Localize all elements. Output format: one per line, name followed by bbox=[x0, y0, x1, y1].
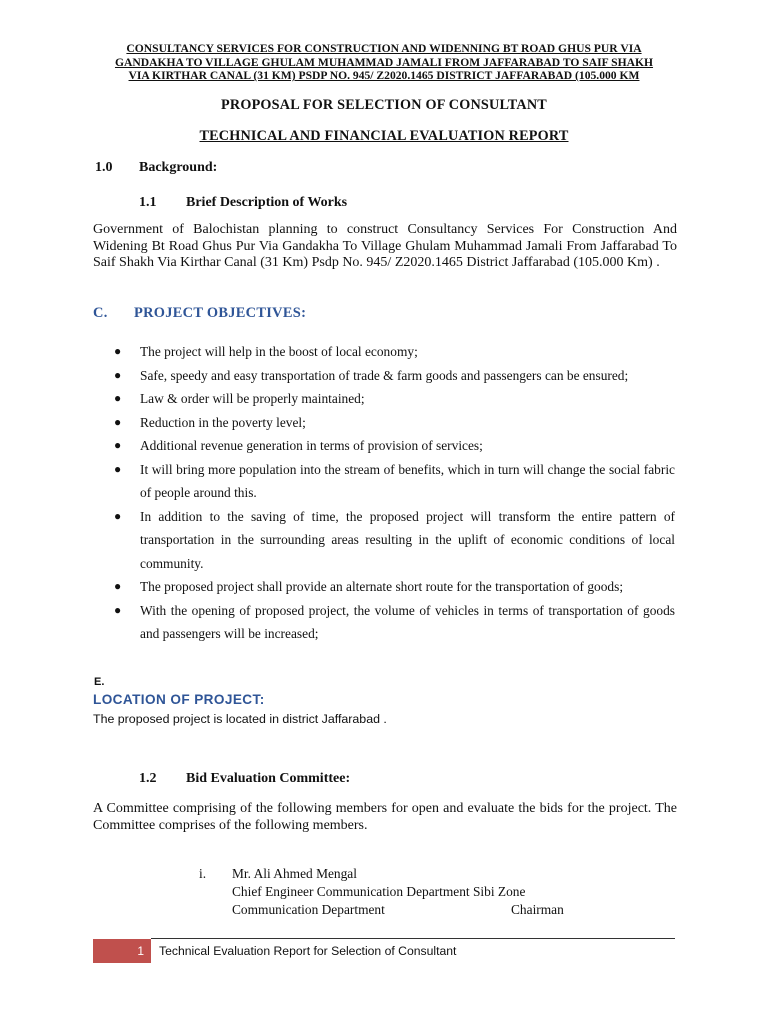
member-title: Chief Engineer Communication Department Sibi Zone bbox=[232, 884, 526, 899]
list-item-text: With the opening of proposed project, the volume of vehicles in terms of transportation of goods and passengers will be increased; bbox=[140, 602, 675, 641]
header-title-line: VIA KIRTHAR CANAL (31 KM) PSDP NO. 945/ Z2020.1465 DISTRICT JAFFARABAD (105.000 KM bbox=[128, 69, 640, 82]
footer-rule bbox=[151, 938, 675, 939]
footer-text: Technical Evaluation Report for Selection of Consultant bbox=[159, 944, 457, 958]
objectives-list bbox=[95, 340, 675, 646]
member-department: Communication Department bbox=[232, 902, 385, 917]
section-number: 1.0 bbox=[95, 160, 113, 175]
bullet-icon: ● bbox=[114, 508, 122, 523]
location-heading: LOCATION OF PROJECT: bbox=[93, 692, 265, 707]
bullet-icon: ● bbox=[114, 461, 122, 476]
committee-paragraph: A Committee comprising of the following members for open and evaluate the bids for the project. The Committee comprises of the following members. bbox=[93, 801, 677, 833]
bullet-icon: ● bbox=[114, 602, 122, 617]
list-item-text: The proposed project shall provide an alternate short route for the transportation of goods; bbox=[140, 579, 624, 594]
member-name: Mr. Ali Ahmed Mengal bbox=[232, 866, 357, 881]
objectives-heading: PROJECT OBJECTIVES: bbox=[134, 305, 307, 321]
member-numeral: i. bbox=[199, 866, 207, 881]
objectives-letter: C. bbox=[93, 305, 108, 321]
bullet-icon: ● bbox=[114, 414, 122, 429]
bullet-icon: ● bbox=[114, 344, 122, 358]
list-item bbox=[95, 364, 675, 388]
bullet-icon: ● bbox=[114, 438, 122, 452]
member-role: Chairman bbox=[511, 902, 564, 917]
list-item-text: Reduction in the poverty level; bbox=[140, 414, 306, 430]
list-item bbox=[95, 505, 675, 576]
report-heading: TECHNICAL AND FINANCIAL EVALUATION REPORT bbox=[199, 128, 569, 144]
list-item-text: It will bring more population into the stream of benefits, which in turn will change the social fabric of people around this. bbox=[140, 461, 675, 500]
location-letter: E. bbox=[94, 676, 105, 688]
subsection-number: 1.2 bbox=[139, 771, 157, 786]
section-heading-background: Background: bbox=[139, 160, 218, 175]
list-item bbox=[95, 434, 675, 458]
footer-page-number: 1 bbox=[93, 939, 151, 963]
list-item-text: Safe, speedy and easy transportation of trade & farm goods and passengers can be ensured; bbox=[140, 367, 629, 383]
list-item bbox=[95, 458, 675, 505]
list-item bbox=[95, 411, 675, 435]
list-item-text: In addition to the saving of time, the proposed project will transform the entire pattern of transportation in the surrounding areas resulting in the uplift of economic conditions of local community. bbox=[140, 508, 675, 571]
header-title-line: CONSULTANCY SERVICES FOR CONSTRUCTION AND WIDENNING BT ROAD GHUS PUR VIA bbox=[126, 42, 642, 55]
document-header-title bbox=[95, 42, 673, 83]
bullet-icon: ● bbox=[114, 391, 122, 405]
description-paragraph: Government of Balochistan planning to construct Consultancy Services For Construction And Widening Bt Road Ghus Pur Via Gandakha To Village Ghulam Muhammad Jamali From Jaffarabad To Saif Shakh Via Kirthar Canal (31 Km) Psdp No. 945/ Z2020.1465 District Jaffarabad (105.000 Km) . bbox=[93, 222, 677, 270]
header-title-line: GANDAKHA TO VILLAGE GHULAM MUHAMMAD JAMALI FROM JAFFARABAD TO SAIF SHAKH bbox=[114, 55, 654, 69]
bullet-icon: ● bbox=[114, 579, 122, 593]
list-item-text: The project will help in the boost of local economy; bbox=[140, 344, 418, 359]
subsection-heading-committee: Bid Evaluation Committee: bbox=[186, 771, 351, 786]
bullet-icon: ● bbox=[114, 367, 122, 382]
list-item bbox=[95, 599, 675, 646]
subsection-number: 1.1 bbox=[139, 195, 157, 210]
subsection-heading-description: Brief Description of Works bbox=[186, 195, 348, 210]
proposal-heading: PROPOSAL FOR SELECTION OF CONSULTANT bbox=[221, 97, 547, 113]
list-item bbox=[95, 387, 675, 411]
list-item bbox=[95, 575, 675, 599]
list-item-text: Law & order will be properly maintained; bbox=[140, 391, 365, 406]
list-item-text: Additional revenue generation in terms of provision of services; bbox=[140, 438, 483, 453]
location-text: The proposed project is located in district Jaffarabad . bbox=[93, 712, 387, 726]
list-item bbox=[95, 340, 675, 364]
